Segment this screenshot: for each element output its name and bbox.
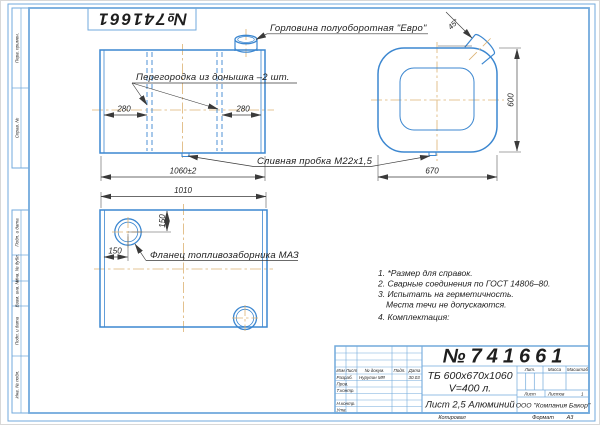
- col-lit: Лит.: [524, 367, 536, 372]
- front-centerlines: [92, 29, 274, 160]
- drain-plug-label: Сливная пробка М22х1,5: [257, 156, 373, 167]
- filler-neck-callout: [256, 23, 428, 40]
- title-block: [335, 346, 591, 414]
- cell-listov: Листов: [548, 391, 565, 397]
- dim-150-horizontal: 150: [108, 246, 122, 256]
- corner-stamp-number: №741661: [96, 9, 188, 29]
- bottom-margin: [438, 415, 574, 421]
- note-4: 4. Комплектация:: [378, 312, 450, 322]
- margin-label-vzam-inv: Взам. инв. №: [14, 279, 20, 308]
- filler-neck-label: Горловина полуоборотная "Евро": [270, 23, 427, 34]
- company-name: ООО "Компания Бакор": [515, 402, 591, 410]
- part-name-line2: V=400 л.: [448, 382, 492, 395]
- razrab-date: 30.03: [408, 375, 420, 380]
- top-centerlines: [94, 204, 273, 333]
- partition-hidden-lines: [147, 52, 222, 151]
- cell-list: Лист: [524, 391, 536, 397]
- margin-column-top: [12, 8, 29, 168]
- top-view: [94, 186, 299, 333]
- col-massa: Масса: [547, 367, 562, 372]
- part-name-line1: ТБ 600х670х1060: [427, 370, 513, 382]
- format-label: Формат: [532, 415, 554, 421]
- margin-label-inv-dubl: Инв. № дубл.: [14, 254, 20, 282]
- side-centerlines: [371, 42, 504, 161]
- copied-label: Копировал: [438, 415, 466, 421]
- col-masshtab: Масштаб: [566, 367, 589, 372]
- partition-callout: [132, 72, 297, 109]
- margin-label-podp-data-2: Подп. и дата: [14, 316, 20, 346]
- margin-label-perv-primen: Перв. примен.: [14, 33, 20, 63]
- row-tkontr: Т.контр.: [336, 388, 355, 393]
- dim-280-right: 280: [236, 104, 250, 114]
- flange-label: Фланец топливозаборника МАЗ: [150, 250, 299, 261]
- cell-listov-value: 1: [581, 391, 584, 397]
- razrab-name: Нурулин МЯ: [359, 375, 385, 380]
- doc-number: №741661: [442, 345, 568, 368]
- margin-column-bottom: [12, 210, 29, 413]
- col-izm: Изм: [336, 368, 345, 373]
- dim-1010: 1010: [174, 186, 192, 195]
- row-nkontr: Н.контр.: [336, 401, 356, 406]
- dim-670: 670: [425, 166, 439, 176]
- row-prov: Пров.: [336, 381, 349, 387]
- margin-label-sprav-no: Справ. №: [14, 117, 20, 139]
- dim-1060: 1060±2: [169, 166, 197, 176]
- margin-label-podp-data-1: Подп. и дата: [14, 218, 20, 247]
- dim-280-left: 280: [117, 104, 131, 114]
- col-list: Лист: [345, 368, 358, 373]
- side-dimensions: [378, 12, 521, 181]
- format-value: А3: [566, 415, 574, 421]
- side-view: [371, 12, 521, 181]
- row-utv: Утв.: [336, 407, 347, 413]
- dim-45deg: 45°: [446, 17, 461, 32]
- technical-notes: [377, 268, 550, 322]
- material: Лист 2,5 Алюминий: [425, 399, 515, 411]
- drain-plug-callout: [188, 156, 430, 167]
- title-block-signatures: [336, 368, 421, 413]
- note-2: 2. Сварные соединения по ГОСТ 14806–80.: [378, 278, 551, 289]
- corner-stamp: [88, 8, 196, 30]
- row-razrab: Разраб.: [336, 375, 353, 380]
- fuel-pickup-flange: [112, 217, 145, 248]
- flange-callout: [135, 244, 299, 261]
- dim-150-vertical: 150: [158, 214, 167, 228]
- col-podp: Подп.: [393, 368, 406, 373]
- col-dokum: № докум.: [364, 368, 385, 373]
- col-data: Дата: [408, 368, 421, 373]
- note-1: 1. *Размер для справок.: [378, 268, 473, 278]
- note-3b: Места течи не допускаются.: [386, 299, 507, 310]
- note-3: 3. Испытать на герметичность.: [378, 289, 514, 299]
- partition-label: Перегородка из донышка –2 шт.: [136, 72, 290, 83]
- margin-label-inv-podl: Инв. № подл.: [14, 370, 20, 399]
- front-dimensions: [101, 105, 265, 182]
- dim-600: 600: [506, 93, 516, 107]
